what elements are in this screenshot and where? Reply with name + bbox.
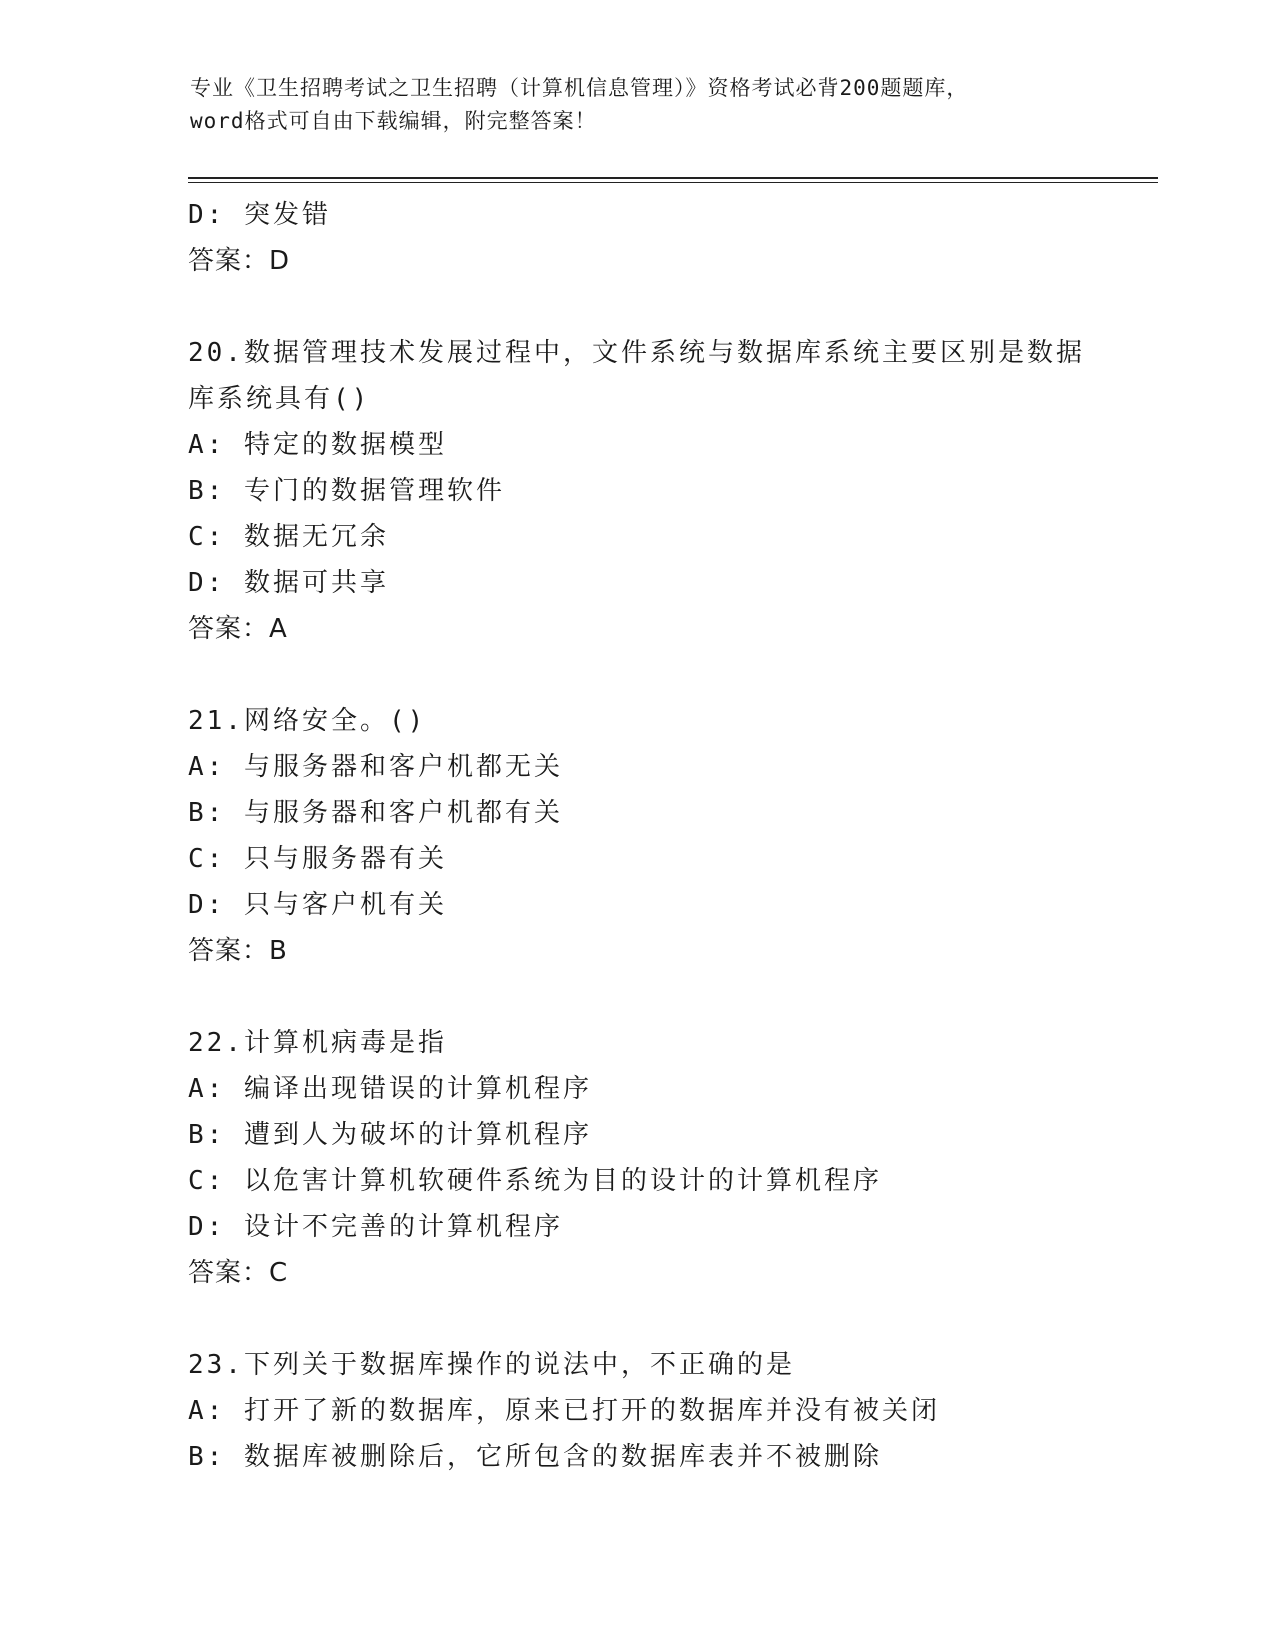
- option-d: D: 数据可共享: [188, 568, 389, 598]
- option-c: C: 数据无冗余: [188, 522, 389, 552]
- option-a: A: 与服务器和客户机都无关: [188, 752, 563, 782]
- question-23: [188, 1342, 1138, 1480]
- spacer: [188, 974, 1138, 1020]
- option-a: A: 打开了新的数据库，原来已打开的数据库并没有被关闭: [188, 1396, 940, 1426]
- spacer: [188, 1296, 1138, 1342]
- header-divider-thick: [188, 177, 1158, 179]
- question-list: [188, 192, 1138, 1480]
- option-a: A: 编译出现错误的计算机程序: [188, 1074, 592, 1104]
- question-title: 20.数据管理技术发展过程中，文件系统与数据库系统主要区别是数据: [188, 338, 1085, 368]
- spacer: [188, 284, 1138, 330]
- question-title: 23.下列关于数据库操作的说法中，不正确的是: [188, 1350, 795, 1380]
- question-title-continued: 库系统具有(): [188, 384, 371, 414]
- option-b: B: 遭到人为破坏的计算机程序: [188, 1120, 592, 1150]
- document-header: [190, 72, 1090, 138]
- header-divider-thin: [188, 182, 1158, 183]
- option-b: B: 数据库被删除后，它所包含的数据库表并不被删除: [188, 1442, 882, 1472]
- header-line-2: word格式可自由下载编辑，附完整答案！: [190, 109, 597, 133]
- question-title: 21.网络安全。(): [188, 706, 427, 736]
- answer-label: 答案：B: [188, 936, 288, 966]
- question-19-tail: [188, 192, 1138, 284]
- option-d: D: 突发错: [188, 200, 331, 230]
- option-d: D: 只与客户机有关: [188, 890, 447, 920]
- question-22: [188, 1020, 1138, 1296]
- option-a: A: 特定的数据模型: [188, 430, 447, 460]
- answer-label: 答案：A: [188, 614, 288, 644]
- option-b: B: 专门的数据管理软件: [188, 476, 505, 506]
- spacer: [188, 652, 1138, 698]
- option-c: C: 以危害计算机软硬件系统为目的设计的计算机程序: [188, 1166, 882, 1196]
- option-d: D: 设计不完善的计算机程序: [188, 1212, 563, 1242]
- option-c: C: 只与服务器有关: [188, 844, 447, 874]
- question-21: [188, 698, 1138, 974]
- answer-label: 答案：D: [188, 246, 291, 276]
- question-title: 22.计算机病毒是指: [188, 1028, 447, 1058]
- question-20: [188, 330, 1138, 652]
- answer-label: 答案：C: [188, 1258, 289, 1288]
- header-line-1: 专业《卫生招聘考试之卫生招聘（计算机信息管理）》资格考试必背200题题库，: [190, 76, 969, 100]
- option-b: B: 与服务器和客户机都有关: [188, 798, 563, 828]
